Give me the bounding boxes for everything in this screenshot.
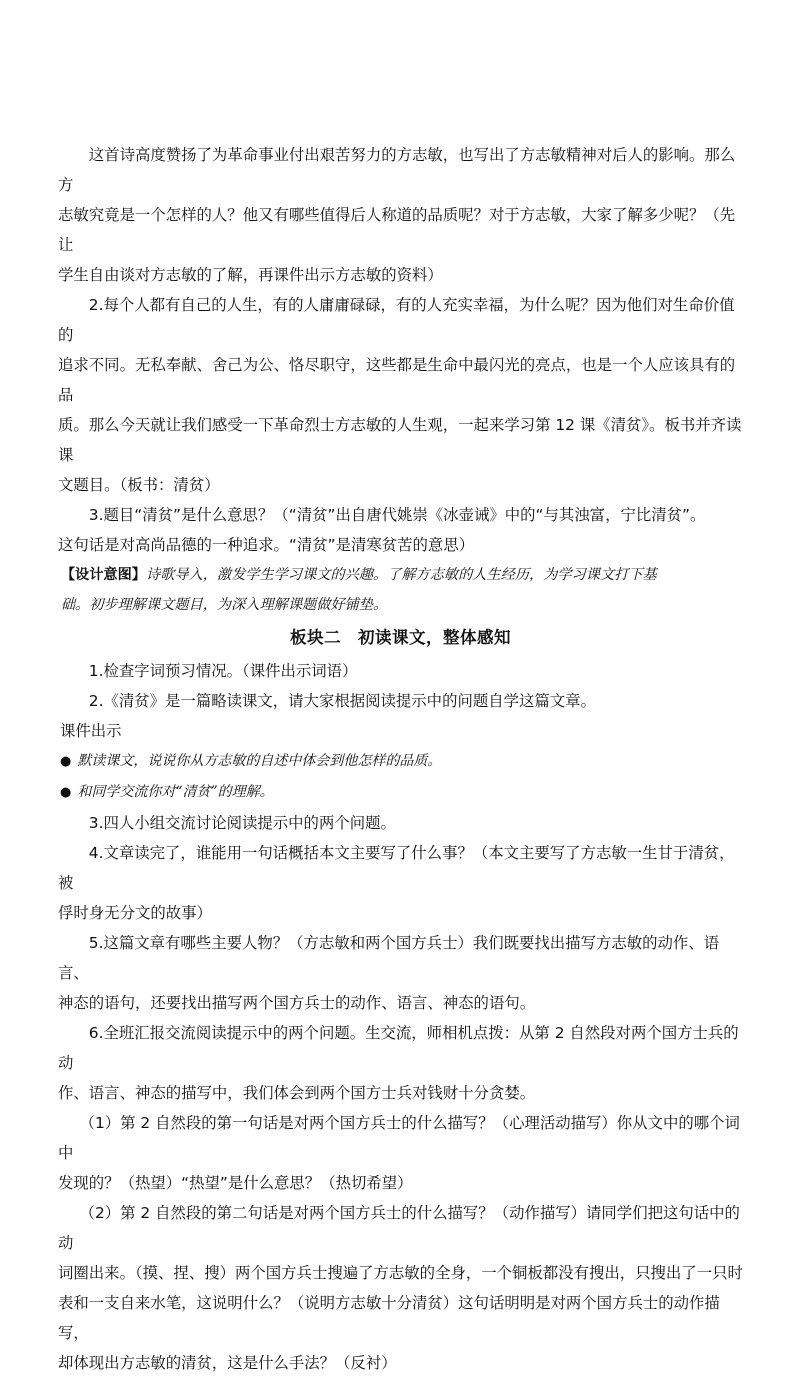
text-line: 础。初步理解课文题目，为深入理解课题做好铺垫。	[60, 597, 388, 613]
text-line: 3.四人小组交流讨论阅读提示中的两个问题。	[88, 814, 396, 832]
text-line: 5.这篇文章有哪些主要人物？（方志敏和两个国方兵士）我们既要找出描写方志敏的动作、语言、	[58, 934, 720, 982]
text-line: 志敏究竟是一个怎样的人？他又有哪些值得后人称道的品质呢？对于方志敏，大家了解多少呢？（先让	[58, 206, 736, 254]
text-line: 4.文章读完了，谁能用一句话概括本文主要写了什么事？（本文主要写了方志敏一生甘于清贫，被	[58, 844, 735, 892]
item-2-paragraph	[58, 290, 743, 500]
s2-item-4	[58, 838, 743, 928]
sub-item-2	[58, 1198, 743, 1378]
bullet-icon: ●	[60, 785, 72, 800]
text-line: 表和一支自来水笔，这说明什么？（说明方志敏十分清贫）这句话明明是对两个国方兵士的动作描写，	[58, 1294, 720, 1342]
text-line: 1.检查字词预习情况。（课件出示词语）	[88, 662, 358, 680]
courseware-label: 课件出示	[60, 722, 122, 740]
text-line: 这首诗高度赞扬了为革命事业付出艰苦努力的方志敏，也写出了方志敏精神对后人的影响。那么方	[58, 146, 736, 194]
text-line: （2）第 2 自然段的第二句话是对两个国方兵士的什么描写？（动作描写）请同学们把这句话中的动	[58, 1204, 740, 1252]
text-line: 俘时身无分文的故事）	[58, 904, 212, 922]
s2-item-5	[58, 928, 743, 1018]
text-line: 学生自由谈对方志敏的了解，再课件出示方志敏的资料）	[58, 266, 443, 284]
bullet-text: 默读课文，说说你从方志敏的自述中体会到他怎样的品质。	[77, 753, 442, 769]
section-heading: 板块二 初读课文，整体感知	[290, 628, 511, 647]
design-intent-paragraph	[58, 560, 743, 620]
text-line: 词圈出来。（摸、捏、搜）两个国方兵士搜遍了方志敏的全身，一个铜板都没有搜出，只搜出了一只时	[58, 1264, 743, 1282]
text-line: 神态的语句，还要找出描写两个国方兵士的动作、语言、神态的语句。	[58, 994, 536, 1012]
text-line: 却体现出方志敏的清贫，这是什么手法？（反衬）	[58, 1354, 397, 1372]
s2-item-3	[58, 808, 743, 838]
text-line: 2.《清贫》是一篇略读课文，请大家根据阅读提示中的问题自学这篇文章。	[88, 692, 596, 710]
bullet-item	[58, 746, 743, 777]
intro-paragraph	[58, 140, 743, 290]
text-line: 文题目。（板书：清贫）	[58, 476, 220, 494]
bullet-item	[58, 777, 743, 808]
text-line: 质。那么今天就让我们感受一下革命烈士方志敏的人生观，一起来学习第 12 课《清贫》。板书并齐读课	[58, 416, 742, 464]
design-intent-tag: 【设计意图】	[60, 567, 146, 583]
text-line: 发现的？（热望）“热望”是什么意思？（热切希望）	[58, 1174, 413, 1192]
text-line: 诗歌导入，激发学生学习课文的兴趣。了解方志敏的人生经历，为学习课文打下基	[145, 567, 657, 583]
bullet-icon: ●	[60, 754, 72, 769]
text-line: （1）第 2 自然段的第一句话是对两个国方兵士的什么描写？（心理活动描写）你从文中的哪个词中	[58, 1114, 740, 1162]
text-line: 作、语言、神态的描写中，我们体会到两个国方士兵对钱财十分贪婪。	[58, 1084, 536, 1102]
text-line: 追求不同。无私奉献、舍己为公、恪尽职守，这些都是生命中最闪光的亮点，也是一个人应该具有的品	[58, 356, 736, 404]
s2-item-2	[58, 686, 743, 716]
s2-item-1	[58, 656, 743, 686]
text-line: 这句话是对高尚品德的一种追求。“清贫”是清寒贫苦的意思）	[58, 536, 475, 554]
text-line: 3.题目“清贫”是什么意思？（“清贫”出自唐代姚崇《冰壶诫》中的“与其浊富，宁比清贫”。	[88, 506, 706, 524]
bullet-text: 和同学交流你对“清贫”的理解。	[77, 784, 274, 800]
item-3-paragraph	[58, 500, 743, 560]
text-line: 6.全班汇报交流阅读提示中的两个问题。生交流，师相机点拨：从第 2 自然段对两个国方士兵的动	[58, 1024, 739, 1072]
s2-item-6	[58, 1018, 743, 1108]
text-line: 2.每个人都有自己的人生，有的人庸庸碌碌，有的人充实幸福，为什么呢？因为他们对生命价值的	[58, 296, 735, 344]
